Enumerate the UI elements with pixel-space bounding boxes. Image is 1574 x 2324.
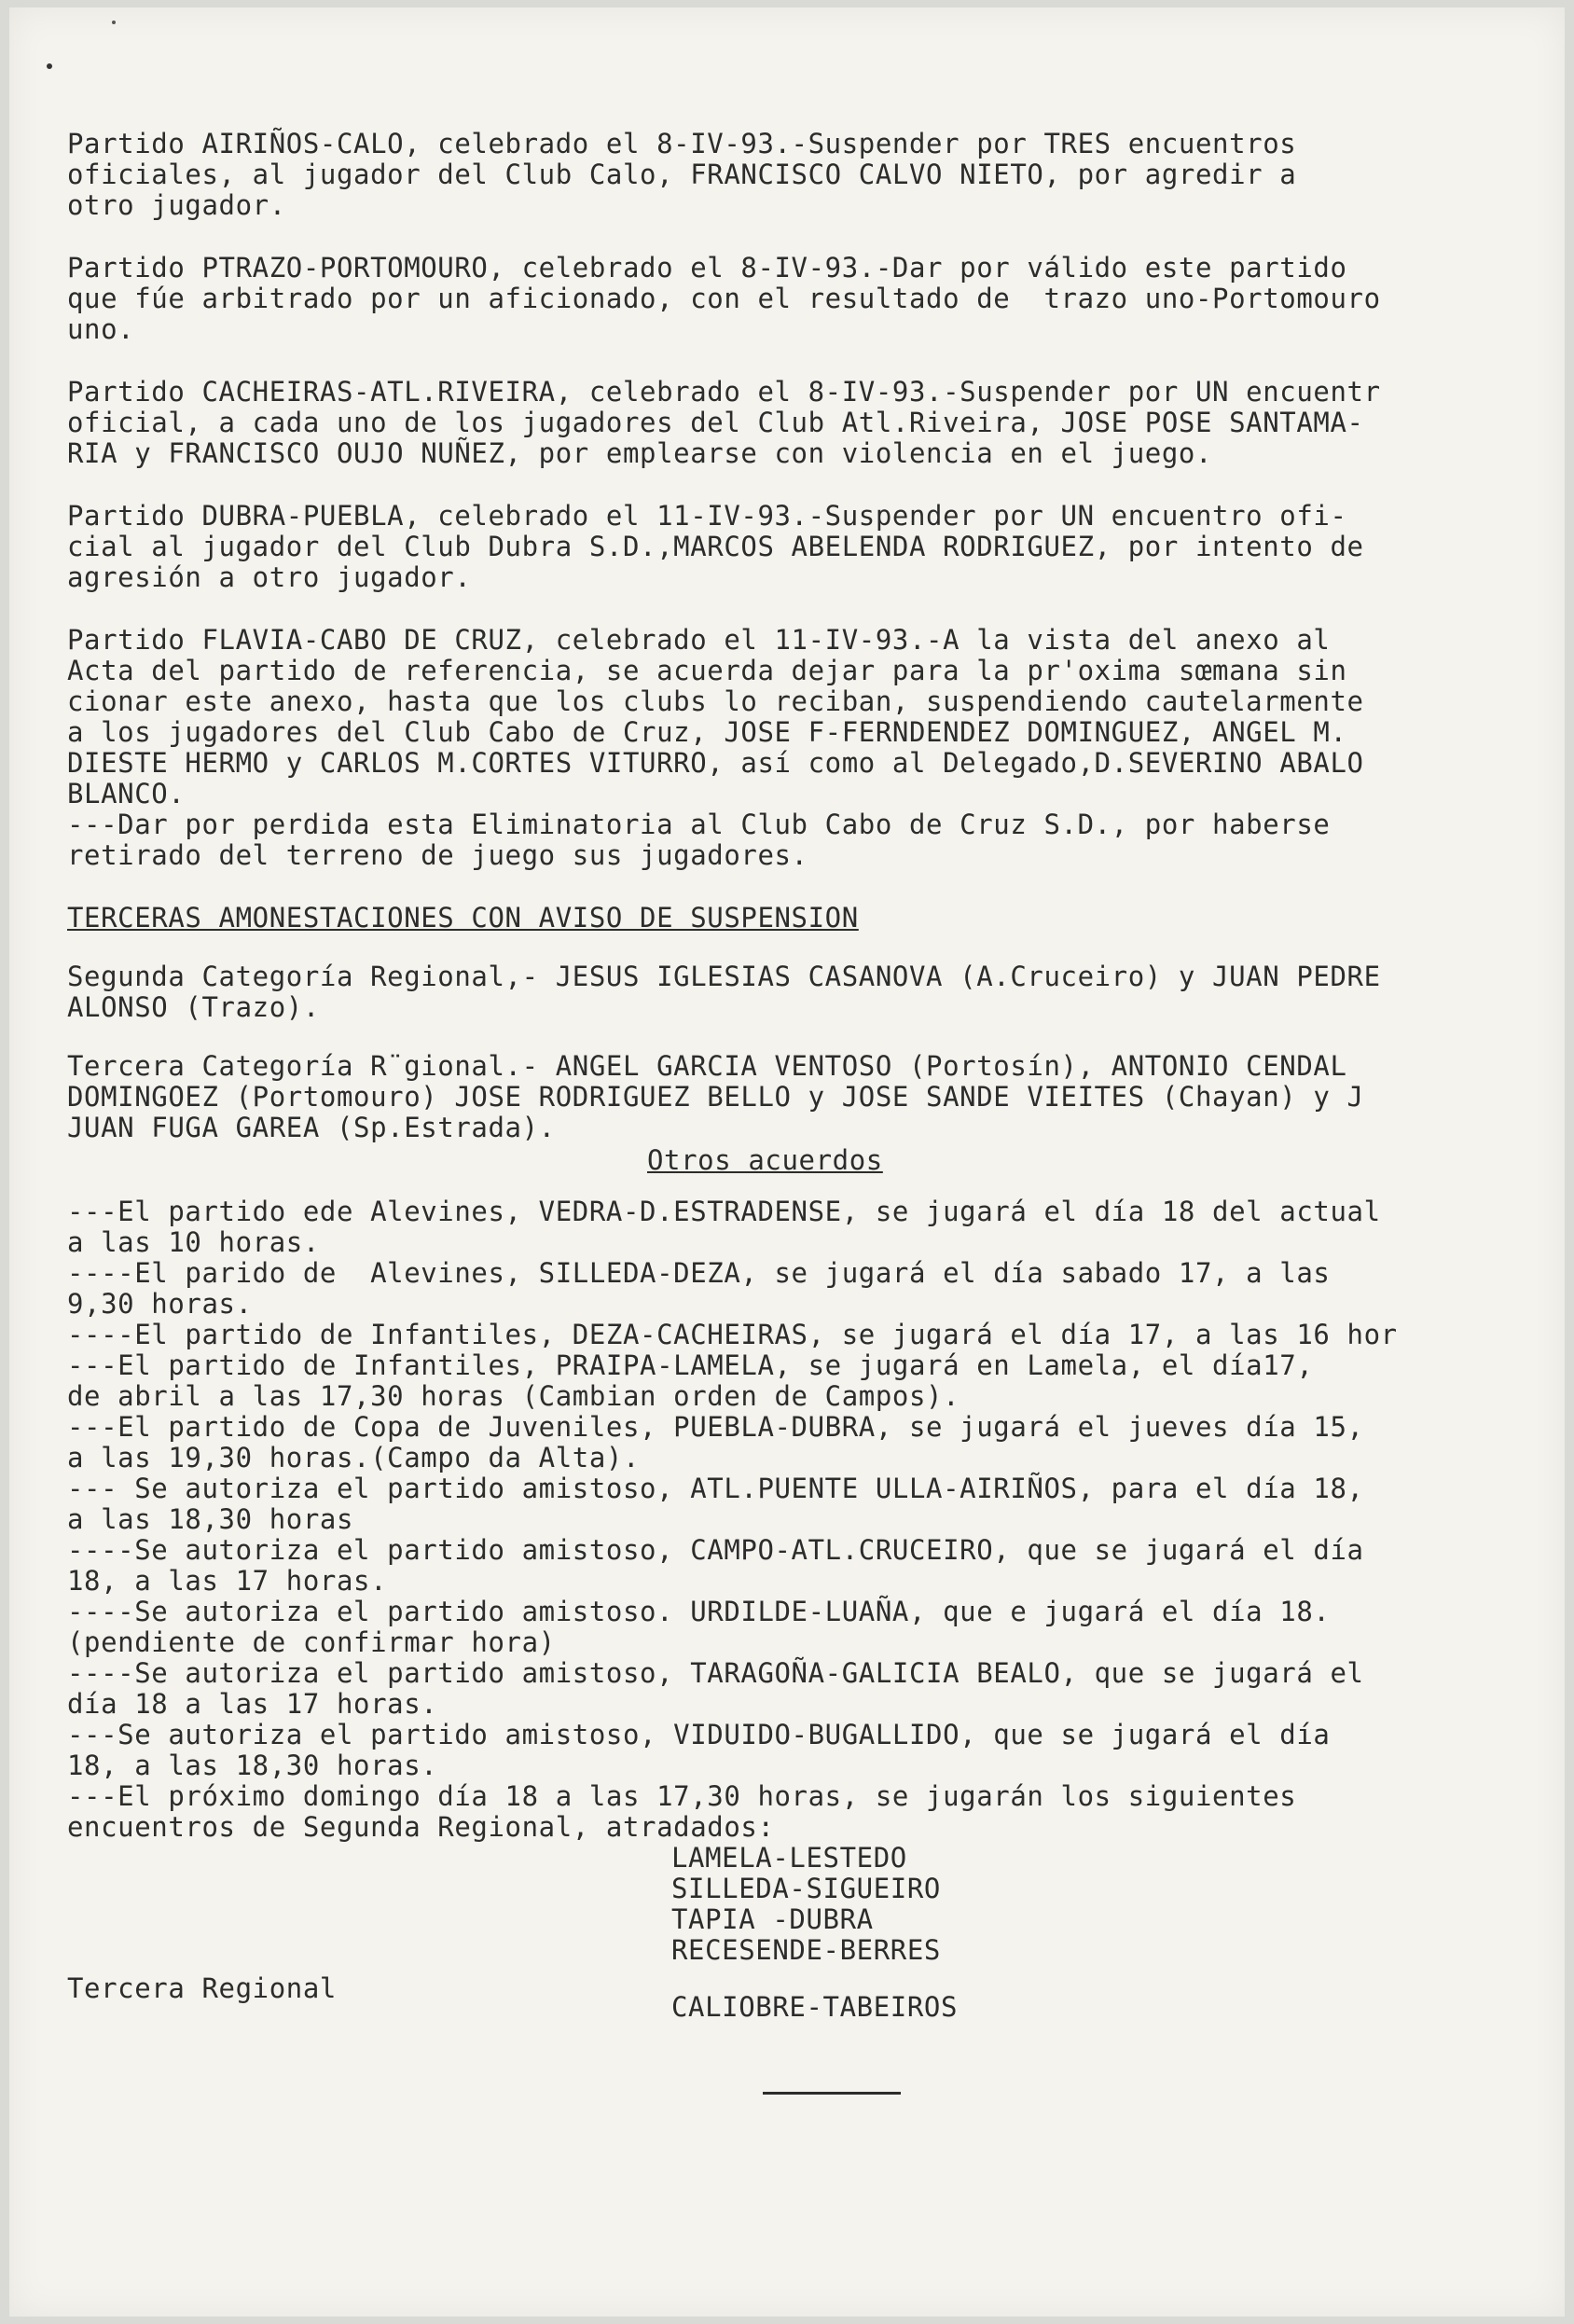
fixture-line: TAPIA -DUBRA (671, 1903, 874, 1935)
text-line: DIESTE HERMO y CARLOS M.CORTES VITURRO, así como al Delegado,D.SEVERINO ABALO (67, 747, 1364, 779)
text-line: RIA y FRANCISCO OUJO NUÑEZ, por emplearse con violencia en el juego. (67, 437, 1213, 469)
text-line: ALONSO (Trazo). (67, 991, 320, 1023)
text-line: otro jugador. (67, 189, 286, 221)
amonestacion-segunda (67, 961, 1568, 1023)
text-line: Partido AIRIÑOS-CALO, celebrado el 8-IV-93.-Suspender por TRES encuentros (67, 128, 1297, 159)
text-line: ----Se autoriza el partido amistoso, CAMPO-ATL.CRUCEIRO, que se jugará el día (67, 1534, 1364, 1566)
text-line: Partido FLAVIA-CABO DE CRUZ, celebrado el 11-IV-93.-A la vista del anexo al (67, 624, 1331, 656)
text-line: oficial, a cada uno de los jugadores del Club Atl.Riveira, JOSE POSE SANTAMA- (67, 407, 1364, 438)
text-line: ---El próximo domingo día 18 a las 17,30 horas, se jugarán los siguientes (67, 1780, 1297, 1812)
text-line: 18, a las 18,30 horas. (67, 1750, 438, 1781)
text-line: a los jugadores del Club Cabo de Cruz, JOSE F-FERNDENDEZ DOMINGUEZ, ANGEL M. (67, 716, 1347, 748)
resolution-trazo-portomouro (67, 253, 1568, 345)
tercera-regional-row (67, 1973, 1568, 2039)
acuerdos-list (67, 1197, 1568, 1843)
resolution-flavia-cabo-de-cruz (67, 625, 1568, 871)
text-line: a las 10 horas. (67, 1226, 320, 1258)
text-line: ----El parido de Alevines, SILLEDA-DEZA, se jugará el día sabado 17, a las (67, 1257, 1331, 1289)
text-line: Partido DUBRA-PUEBLA, celebrado el 11-IV-93.-Suspender por UN encuentro ofi- (67, 500, 1347, 532)
amonestacion-tercera (67, 1051, 1568, 1143)
text-line: agresión a otro jugador. (67, 561, 472, 593)
text-line: retirado del terreno de juego sus jugadores. (67, 839, 808, 871)
text-line: a las 19,30 horas.(Campo da Alta). (67, 1442, 641, 1473)
fixture-line: CALIOBRE-TABEIROS (671, 1991, 959, 2023)
section-heading: TERCERAS AMONESTACIONES CON AVISO DE SUSPENSION (67, 902, 859, 934)
text-line: encuentros de Segunda Regional, atradados: (67, 1811, 775, 1843)
segunda-regional-fixtures (671, 1843, 1568, 1966)
fixture-line: LAMELA-LESTEDO (671, 1842, 907, 1874)
text-line: ---El partido de Copa de Juveniles, PUEBLA-DUBRA, se jugará el jueves día 15, (67, 1411, 1364, 1443)
text-line: ---El partido ede Alevines, VEDRA-D.ESTRADENSE, se jugará el día 18 del actual (67, 1196, 1381, 1227)
text-line: que fúe arbitrado por un aficionado, con el resultado de trazo uno-Portomouro (67, 283, 1381, 314)
text-line: Partido PTRAZO-PORTOMOURO, celebrado el 8-IV-93.-Dar por válido este partido (67, 252, 1347, 284)
section-heading: Otros acuerdos (647, 1144, 883, 1176)
text-line: Segunda Categoría Regional,- JESUS IGLESIAS CASANOVA (A.Cruceiro) y JUAN PEDRE (67, 961, 1381, 992)
ink-speck (112, 21, 116, 24)
document-page (9, 7, 1565, 2317)
text-line: Partido CACHEIRAS-ATL.RIVEIRA, celebrado el 8-IV-93.-Suspender por UN encuentr (67, 376, 1381, 408)
text-line: BLANCO. (67, 778, 186, 809)
fixture-line: RECESENDE-BERRES (671, 1934, 941, 1966)
tercera-regional-label: Tercera Regional (67, 1972, 337, 2004)
resolution-dubra-puebla (67, 501, 1568, 593)
text-line: Acta del partido de referencia, se acuerda dejar para la pr'oxima sœmana sin (67, 655, 1347, 686)
text-line: (pendiente de confirmar hora) (67, 1626, 556, 1658)
text-line: ----Se autoriza el partido amistoso, TARAGOÑA-GALICIA BEALO, que se jugará el (67, 1657, 1364, 1689)
text-line: ----Se autoriza el partido amistoso. URDILDE-LUAÑA, que e jugará el día 18. (67, 1596, 1331, 1627)
text-line: 9,30 horas. (67, 1288, 253, 1320)
fixture-line: SILLEDA-SIGUEIRO (671, 1873, 941, 1904)
text-line: uno. (67, 313, 135, 345)
text-line: oficiales, al jugador del Club Calo, FRANCISCO CALVO NIETO, por agredir a (67, 159, 1297, 190)
text-line: día 18 a las 17 horas. (67, 1688, 438, 1720)
resolution-airinos-calo (67, 129, 1568, 221)
text-line: a las 18,30 horas (67, 1503, 354, 1535)
section-heading-terceras (67, 903, 1568, 934)
text-line: ----El partido de Infantiles, DEZA-CACHEIRAS, se jugará el día 17, a las 16 hor (67, 1319, 1398, 1350)
section-heading-otros (67, 1145, 1568, 1176)
document-body (67, 129, 1568, 2039)
text-line: cionar este anexo, hasta que los clubs lo reciban, suspendiendo cautelarmente (67, 685, 1364, 717)
text-line: de abril a las 17,30 horas (Cambian orden de Campos). (67, 1380, 960, 1412)
ink-speck (47, 63, 52, 69)
text-line: ---Dar por perdida esta Eliminatoria al Club Cabo de Cruz S.D., por haberse (67, 809, 1331, 840)
text-line: Tercera Categoría R¨gional.- ANGEL GARCIA VENTOSO (Portosín), ANTONIO CENDAL (67, 1050, 1347, 1082)
text-line: ---El partido de Infantiles, PRAIPA-LAMELA, se jugará en Lamela, el día17, (67, 1349, 1314, 1381)
text-line: JUAN FUGA GAREA (Sp.Estrada). (67, 1112, 556, 1143)
text-line: DOMINGOEZ (Portomouro) JOSE RODRIGUEZ BELLO y JOSE SANDE VIEITES (Chayan) y J (67, 1081, 1364, 1113)
text-line: --- Se autoriza el partido amistoso, ATL.PUENTE ULLA-AIRIÑOS, para el día 18, (67, 1473, 1364, 1504)
resolution-cacheiras-riveira (67, 377, 1568, 469)
text-line: ---Se autoriza el partido amistoso, VIDUIDO-BUGALLIDO, que se jugará el día (67, 1719, 1331, 1750)
end-rule-divider (763, 2092, 901, 2095)
text-line: cial al jugador del Club Dubra S.D.,MARCOS ABELENDA RODRIGUEZ, por intento de (67, 531, 1364, 562)
text-line: 18, a las 17 horas. (67, 1565, 388, 1597)
